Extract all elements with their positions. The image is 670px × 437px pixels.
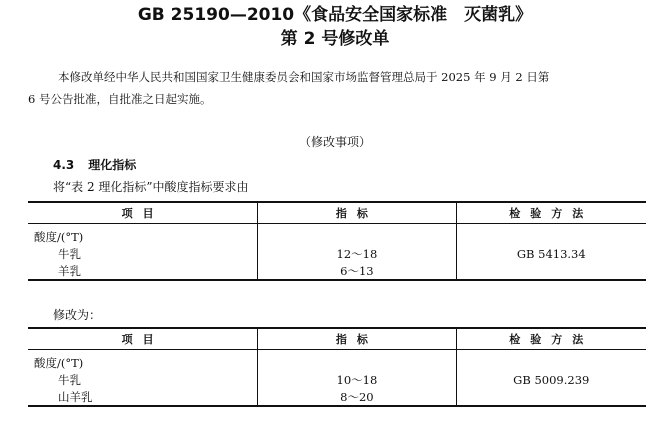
item-cell: 牛乳 — [58, 372, 81, 387]
instruction-after: 修改为： — [53, 308, 102, 322]
intro-paragraph-line2: 6 号公告批准，自批准之日起实施。 — [28, 92, 212, 106]
modification-items-note: （修改事项） — [298, 135, 371, 149]
method-cell: GB 5009.239 — [456, 371, 646, 388]
category-cell: 酸度/(°T) — [34, 355, 84, 370]
table-row — [28, 371, 646, 388]
original-spec-table — [28, 201, 646, 281]
value-cell: 12～18 — [258, 245, 456, 262]
section-number: 4.3 — [53, 158, 75, 172]
table-header-row — [28, 202, 646, 224]
header-item: 项目 — [28, 202, 258, 224]
item-cell: 羊乳 — [28, 262, 258, 280]
section-title: 理化指标 — [88, 158, 137, 172]
instruction-before: 将“表 2 理化指标”中酸度指标要求由 — [53, 180, 249, 194]
item-cell: 山羊乳 — [28, 388, 258, 406]
document-title-line1: GB 25190—2010《食品安全国家标准 灭菌乳》 — [137, 5, 533, 25]
method-cell: GB 5413.34 — [456, 245, 646, 262]
header-item: 项目 — [28, 328, 258, 350]
table-row — [28, 245, 646, 262]
document-title-line2: 第 2 号修改单 — [280, 29, 390, 49]
intro-paragraph-line1: 本修改单经中华人民共和国国家卫生健康委员会和国家市场监督管理总局于 2025 年 9 月 2 日第 — [58, 70, 550, 84]
value-cell: 8～20 — [258, 388, 456, 406]
table-header-row — [28, 328, 646, 350]
table-row — [28, 262, 646, 280]
header-index: 指标 — [258, 202, 456, 224]
table-row — [28, 388, 646, 406]
table-row — [28, 224, 646, 246]
value-cell: 10～18 — [258, 371, 456, 388]
modified-spec-table — [28, 327, 646, 407]
header-method: 检验方法 — [456, 202, 646, 224]
section-heading — [53, 156, 150, 173]
header-index: 指标 — [258, 328, 456, 350]
value-cell: 6～13 — [258, 262, 456, 280]
table-row — [28, 350, 646, 372]
category-cell: 酸度/(°T) — [34, 229, 84, 244]
header-method: 检验方法 — [456, 328, 646, 350]
item-cell: 牛乳 — [58, 246, 81, 261]
